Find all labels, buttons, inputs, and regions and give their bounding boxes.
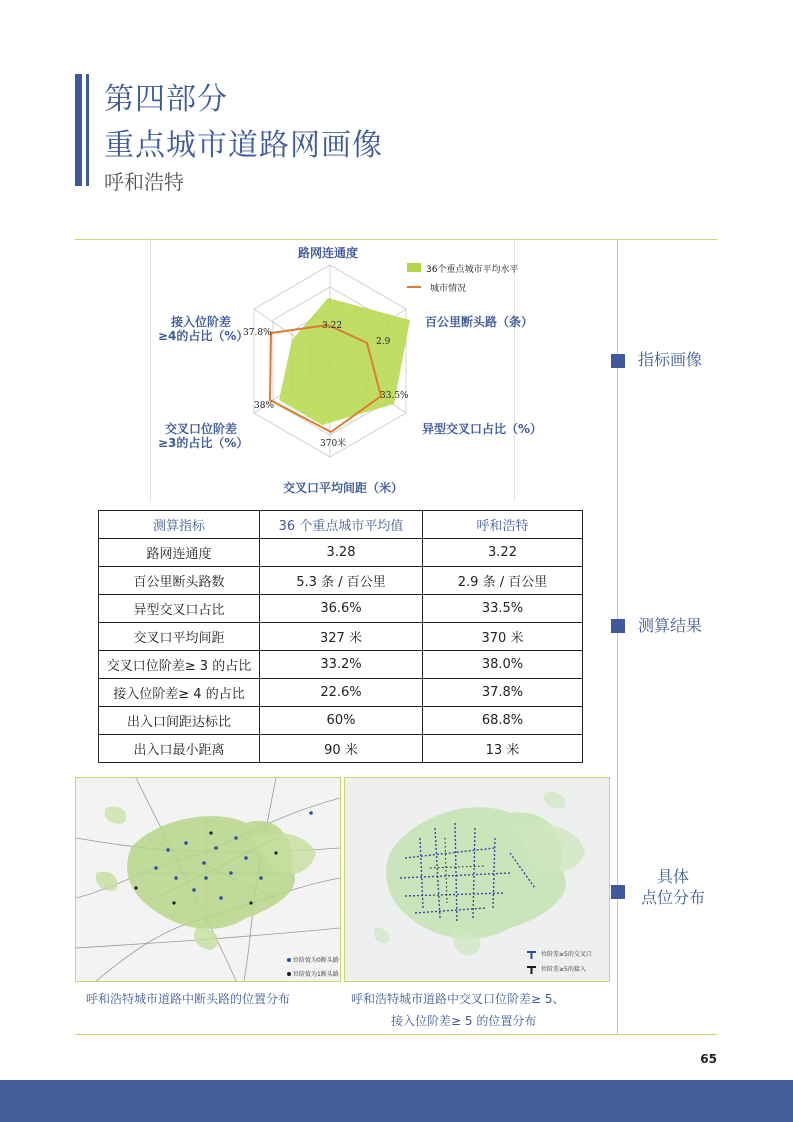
map-legend-blue-dot: [287, 958, 291, 962]
side-label-result: 测算结果: [638, 616, 703, 635]
table-cell: 38.0%: [423, 651, 583, 679]
junction-access-map: [344, 777, 610, 982]
right-map-caption-2: 接入位阶差≥ 5 的位置分布: [391, 1014, 537, 1028]
page-number: 65: [700, 1052, 717, 1066]
map-legend-label: 位阶值为1断头路: [293, 971, 339, 978]
table-cell: 出入口最小距离: [99, 735, 260, 763]
radar-axis-connectivity: 路网连通度: [298, 246, 359, 260]
section-marker-icon: [611, 619, 625, 633]
table-cell: 13 米: [423, 735, 583, 763]
table-cell: 36.6%: [260, 595, 423, 623]
table-cell: 68.8%: [423, 707, 583, 735]
radar-axis-access-2: ≥4的占比（%）: [158, 329, 249, 343]
map-legend-label: 位阶值为0断头路: [293, 957, 339, 964]
table-cell: 百公里断头路数: [99, 567, 260, 595]
dead-end-map-drawing: [76, 778, 340, 981]
title-accent-bar: [75, 74, 82, 186]
map-legend-black-dot: [287, 972, 291, 976]
dead-end-road-map: [75, 777, 341, 982]
side-label-indicator: 指标画像: [638, 350, 703, 369]
radar-average-area: [279, 298, 410, 425]
table-cell: 3.22: [423, 539, 583, 567]
radar-value-spacing: 370米: [320, 439, 347, 449]
table-cell: 交叉口位阶差≥ 3 的占比: [99, 651, 260, 679]
city-subtitle: 呼和浩特: [104, 170, 184, 194]
table-header-row: [99, 511, 583, 539]
table-row: [99, 539, 583, 567]
legend-city-label: 城市情况: [430, 284, 467, 294]
table-cell: 异型交叉口占比: [99, 595, 260, 623]
radar-axis-access-1: 接入位阶差: [171, 315, 232, 329]
table-row: [99, 651, 583, 679]
table-cell: 33.2%: [260, 651, 423, 679]
table-cell: 2.9 条 / 百公里: [423, 567, 583, 595]
table-cell: 22.6%: [260, 679, 423, 707]
table-row: [99, 707, 583, 735]
table-cell: 5.3 条 / 百公里: [260, 567, 423, 595]
title-accent-bar-thin: [86, 74, 89, 186]
table-cell: 出入口间距达标比: [99, 707, 260, 735]
legend-average-label: 36个重点城市平均水平: [426, 265, 519, 275]
radar-axis-spacing: 交叉口平均间距（米）: [283, 481, 404, 495]
table-row: [99, 595, 583, 623]
right-map-caption-1: 呼和浩特城市道路中交叉口位阶差≥ 5、: [351, 992, 565, 1006]
table-header-cell: 测算指标: [99, 511, 260, 539]
radar-value-irregular: 33.5%: [380, 391, 409, 401]
part-heading: 第四部分: [104, 82, 228, 117]
table-cell: 接入位阶差≥ 4 的占比: [99, 679, 260, 707]
table-cell: 327 米: [260, 623, 423, 651]
side-label-distribution-1: 具体: [657, 867, 690, 886]
radar-right-border: [514, 239, 515, 501]
table-cell: 60%: [260, 707, 423, 735]
table-cell: 33.5%: [423, 595, 583, 623]
table-cell: 3.28: [260, 539, 423, 567]
radar-value-connectivity: 3.22: [322, 321, 343, 331]
table-cell: 交叉口平均间距: [99, 623, 260, 651]
legend-average-swatch: [407, 263, 421, 272]
radar-chart: [150, 239, 514, 501]
table-header-cell: 36 个重点城市平均值: [260, 511, 423, 539]
table-cell: 370 米: [423, 623, 583, 651]
radar-axis-dead-end: 百公里断头路（条）: [425, 315, 534, 329]
radar-axis-junction-2: ≥3的占比（%）: [158, 436, 249, 450]
table-row: [99, 679, 583, 707]
table-row: [99, 623, 583, 651]
frame-bottom-line: [75, 1034, 717, 1035]
map-legend-label: 位阶差≥5的交叉口: [541, 951, 592, 958]
map-legend-label: 位阶差≥5的接入: [541, 966, 586, 973]
radar-value-access: 37.8%: [243, 328, 272, 338]
page-title: 重点城市道路网画像: [104, 128, 383, 163]
radar-axis-junction-1: 交叉口位阶差: [165, 422, 238, 436]
radar-value-dead-end: 2.9: [376, 337, 391, 347]
footer-band: [0, 1080, 793, 1122]
table-row: [99, 567, 583, 595]
left-map-caption: 呼和浩特城市道路中断头路的位置分布: [86, 992, 291, 1006]
radar-value-junction: 38%: [254, 401, 275, 411]
table-header-cell: 呼和浩特: [423, 511, 583, 539]
radar-axis-irregular: 异型交叉口占比（%）: [422, 422, 543, 436]
indicator-table: [98, 510, 583, 763]
section-marker-icon: [611, 354, 625, 368]
side-label-distribution-2: 点位分布: [641, 888, 706, 907]
table-row: [99, 735, 583, 763]
table-cell: 37.8%: [423, 679, 583, 707]
section-marker-icon: [611, 885, 625, 899]
table-cell: 路网连通度: [99, 539, 260, 567]
table-cell: 90 米: [260, 735, 423, 763]
